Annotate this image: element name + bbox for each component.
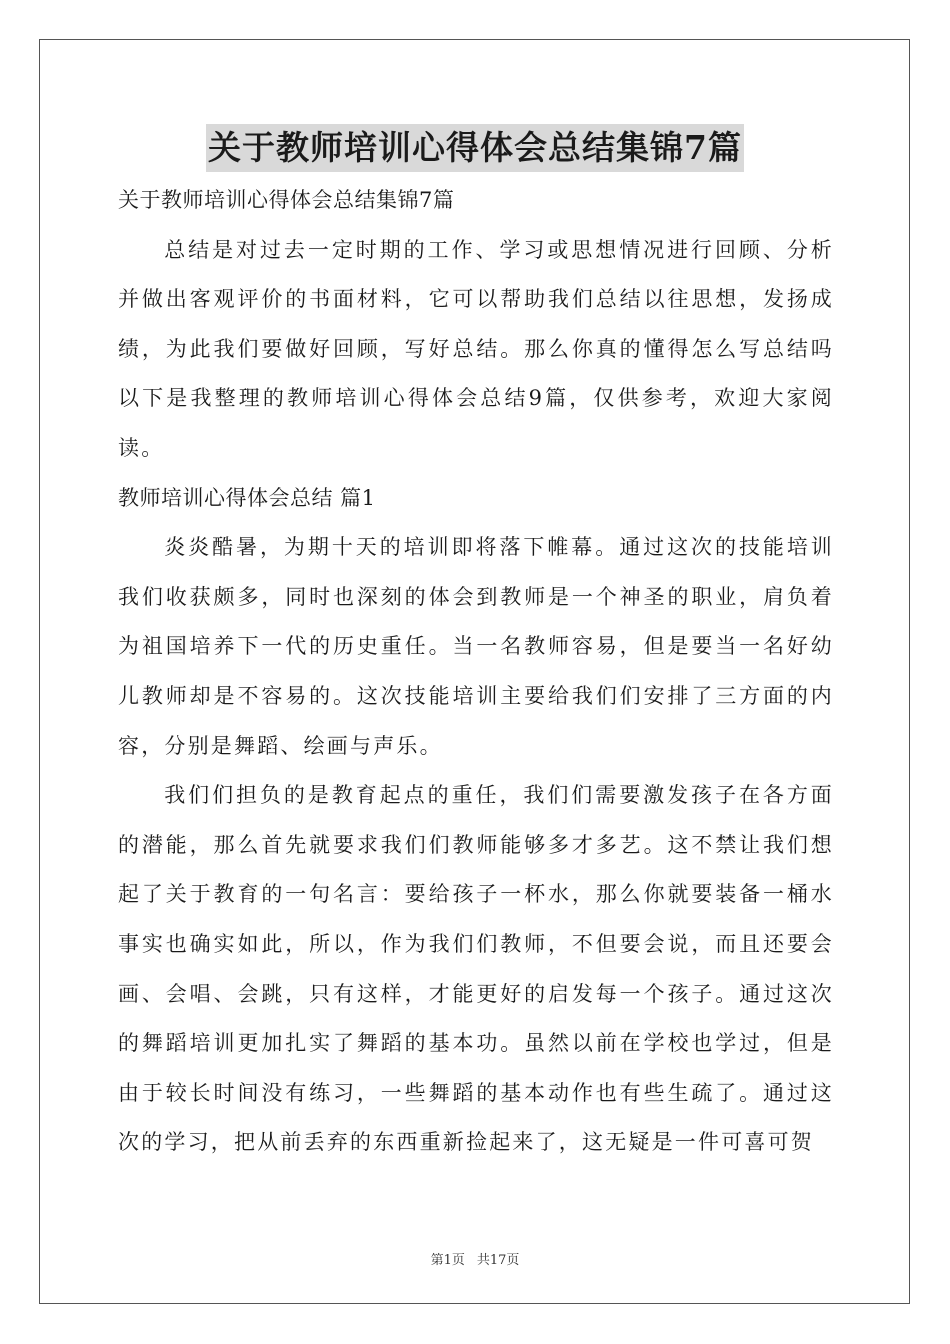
document-title bbox=[0, 124, 950, 172]
section-heading: 教师培训心得体会总结 篇1 bbox=[118, 485, 376, 510]
document-title-text: 关于教师培训心得体会总结集锦7篇 bbox=[206, 124, 744, 172]
page-footer bbox=[0, 1249, 950, 1268]
page-number-total: 共17页 bbox=[476, 1253, 520, 1268]
document-subtitle: 关于教师培训心得体会总结集锦7篇 bbox=[118, 188, 455, 212]
document-body bbox=[118, 176, 834, 1168]
page-number-current: 第1页 bbox=[430, 1253, 465, 1268]
body-paragraph-1: 炎炎酷暑，为期十天的培训即将落下帷幕。通过这次的技能培训我们收获颇多，同时也深刻的体会到教师是一个神圣的职业，肩负着为祖国培养下一代的历史重任。当一名教师容易，但是要当一名好幼儿教师却是不容易的。这次技能培训主要给我们们安排了三方面的内容，分别是舞蹈、绘画与声乐。 bbox=[118, 535, 834, 758]
intro-paragraph: 总结是对过去一定时期的工作、学习或思想情况进行回顾、分析并做出客观评价的书面材料，它可以帮助我们总结以往思想，发扬成绩，为此我们要做好回顾，写好总结。那么你真的懂得怎么写总结吗以下是我整理的教师培训心得体会总结9篇，仅供参考，欢迎大家阅读。 bbox=[118, 237, 834, 460]
body-paragraph-2: 我们们担负的是教育起点的重任，我们们需要激发孩子在各方面的潜能，那么首先就要求我们们教师能够多才多艺。这不禁让我们想起了关于教育的一句名言：要给孩子一杯水，那么你就要装备一桶水事实也确实如此，所以，作为我们们教师，不但要会说，而且还要会画、会唱、会跳，只有这样，才能更好的启发每一个孩子。通过这次的舞蹈培训更加扎实了舞蹈的基本功。虽然以前在学校也学过，但是由于较长时间没有练习，一些舞蹈的基本动作也有些生疏了。通过这次的学习，把从前丢弃的东西重新捡起来了，这无疑是一件可喜可贺 bbox=[118, 783, 834, 1155]
